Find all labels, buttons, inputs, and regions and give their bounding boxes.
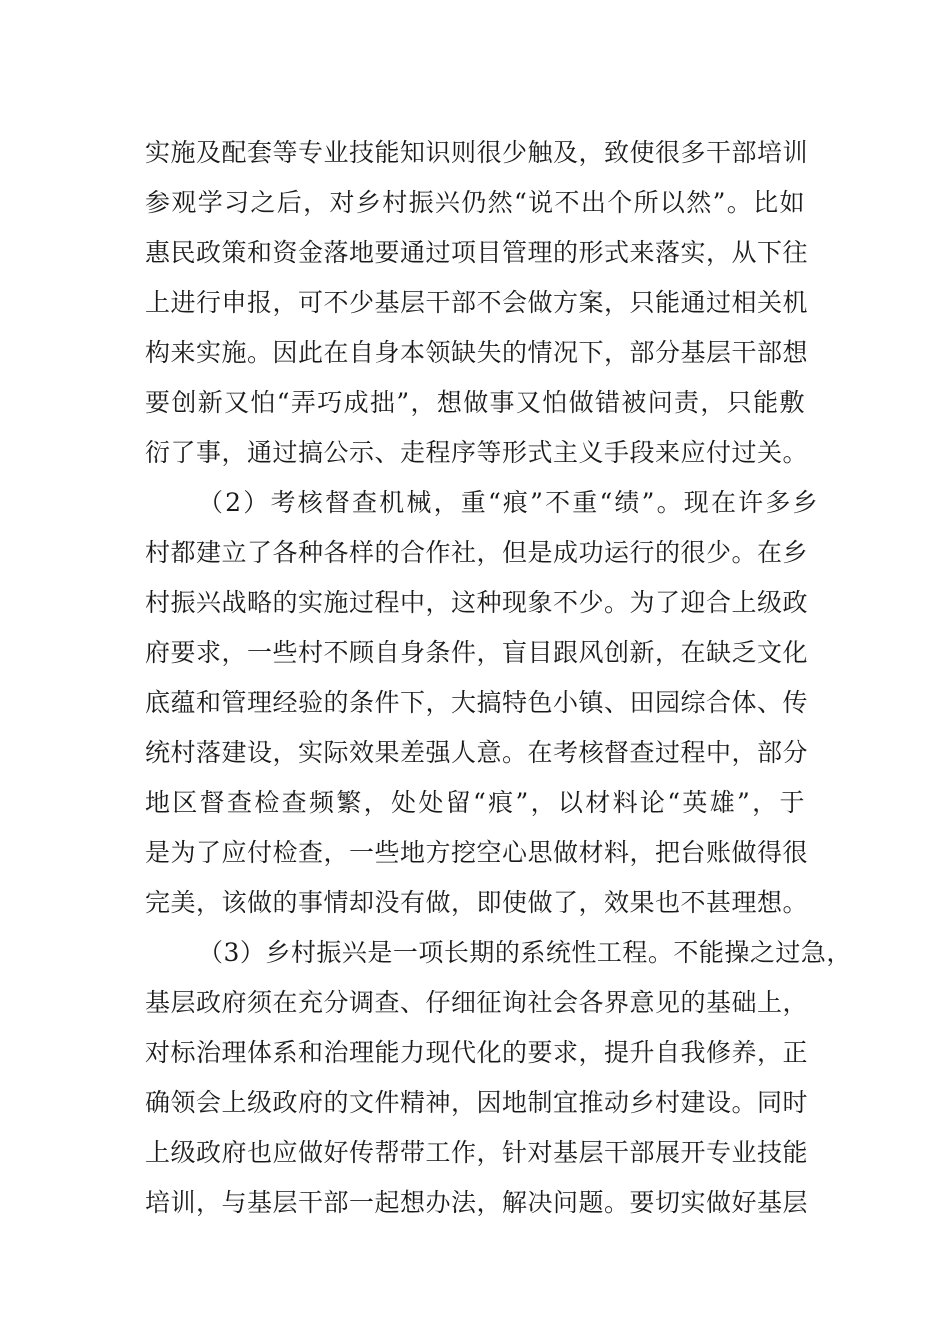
text-line: 构来实施。因此在自身本领缺失的情况下，部分基层干部想: [145, 338, 809, 367]
text-line: 基层政府须在充分调查、仔细征询社会各界意见的基础上，: [145, 988, 809, 1017]
text-line: （2）考核督查机械，重“痕”不重“绩”。现在许多乡: [198, 488, 818, 517]
text-line: 是为了应付检查，一些地方挖空心思做材料，把台账做得很: [145, 838, 809, 867]
text-line: 村振兴战略的实施过程中，这种现象不少。为了迎合上级政: [145, 588, 809, 617]
text-line: 要创新又怕“弄巧成拙”，想做事又怕做错被问责，只能敷: [145, 388, 805, 417]
text-line: 村都建立了各种各样的合作社，但是成功运行的很少。在乡: [145, 538, 809, 567]
text-line: 惠民政策和资金落地要通过项目管理的形式来落实，从下往: [145, 238, 809, 267]
text-line: 府要求，一些村不顾自身条件，盲目跟风创新，在缺乏文化: [145, 638, 809, 667]
text-line: 上级政府也应做好传帮带工作，针对基层干部展开专业技能: [145, 1138, 809, 1167]
text-line: 对标治理体系和治理能力现代化的要求，提升自我修养，正: [145, 1038, 809, 1067]
text-line: 统村落建设，实际效果差强人意。在考核督查过程中，部分: [145, 738, 809, 767]
text-line: 培训，与基层干部一起想办法，解决问题。要切实做好基层: [145, 1188, 809, 1217]
text-line: 衍了事，通过搞公示、走程序等形式主义手段来应付过关。: [145, 438, 809, 467]
text-line: 实施及配套等专业技能知识则很少触及，致使很多干部培训: [145, 138, 809, 167]
text-line: （3）乡村振兴是一项长期的系统性工程。不能操之过急，: [198, 938, 852, 967]
text-line: 上进行申报，可不少基层干部不会做方案，只能通过相关机: [145, 288, 809, 317]
text-line: 确领会上级政府的文件精神，因地制宜推动乡村建设。同时: [145, 1088, 809, 1117]
text-line: 完美，该做的事情却没有做，即使做了，效果也不甚理想。: [145, 888, 809, 917]
text-line: 参观学习之后，对乡村振兴仍然“说不出个所以然”。比如: [145, 188, 805, 217]
text-line: 底蕴和管理经验的条件下，大搞特色小镇、田园综合体、传: [145, 688, 809, 717]
text-line: 地区督查检查频繁，处处留“痕”，以材料论“英雄”，于: [145, 788, 805, 817]
